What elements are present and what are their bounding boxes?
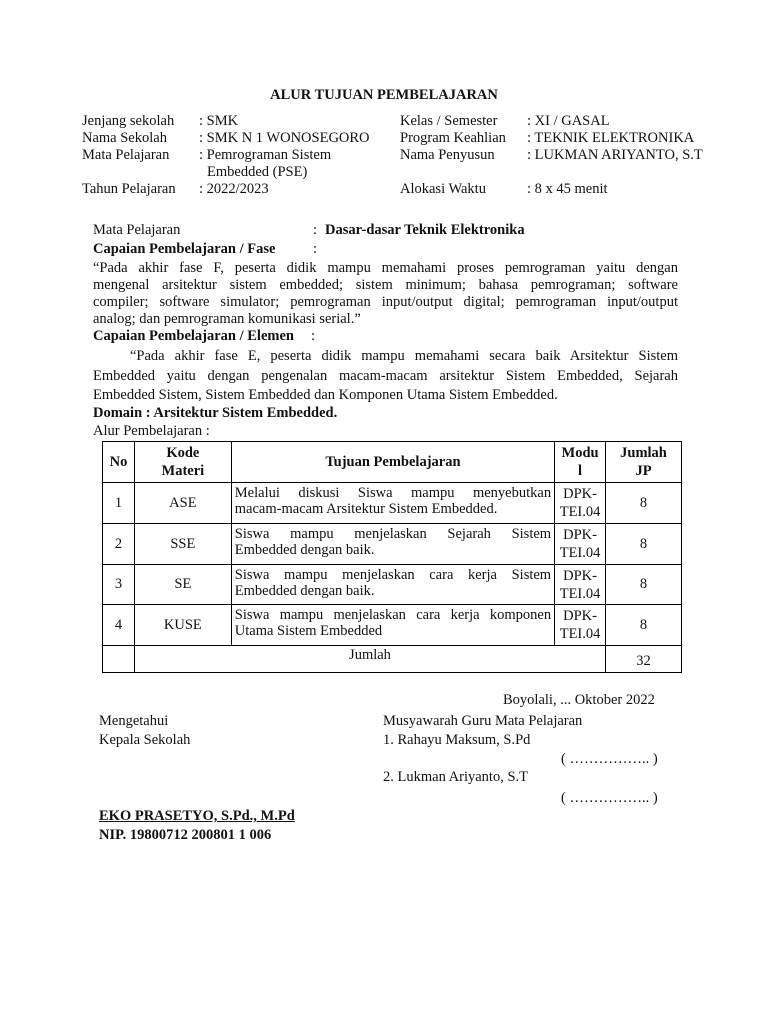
row-no: 1 <box>103 483 135 524</box>
label-nama-sekolah: Nama Sekolah <box>82 130 167 146</box>
value-jenjang: : SMK <box>199 113 239 129</box>
header-left <box>82 113 402 203</box>
table-row <box>103 565 682 605</box>
row-jp: 8 <box>606 605 682 646</box>
row-tujuan <box>231 483 554 524</box>
mengetahui-label: Mengetahui <box>99 713 169 729</box>
cp-fase-line: compiler; software simulator; pemrograman input/output digital; pemrograman input/output <box>93 294 678 310</box>
cp-fase-line: analog; dan pemrograman komunikasi serial.” <box>93 311 361 327</box>
row-jp: 8 <box>606 565 682 605</box>
cp-elemen-label: Capaian Pembelajaran / Elemen <box>93 328 294 344</box>
cp-elemen-line: Embedded Sistem, Sistem Embedded dan Komponen Utama Sistem Embedded. <box>93 387 558 403</box>
total-value: 32 <box>606 646 682 673</box>
header-modul <box>555 442 606 483</box>
header-kode-line1: Kode <box>166 445 200 461</box>
cp-fase-line: “Pada akhir fase F, peserta didik mampu memahami proses pemrograman yaitu dengan <box>93 260 678 276</box>
header-right <box>400 113 720 203</box>
row-modul-line1: DPK- <box>563 608 597 624</box>
row-no: 3 <box>103 565 135 605</box>
header-modul-line2: l <box>578 463 583 479</box>
mgmp-label: Musyawarah Guru Mata Pelajaran <box>383 713 583 729</box>
row-kode: SE <box>134 565 231 605</box>
cp-fase-text <box>93 260 678 328</box>
signer-1-name: 1. Rahayu Maksum, S.Pd <box>383 732 531 748</box>
row-tujuan-line2: Embedded dengan baik. <box>234 542 375 558</box>
cp-fase-label: Capaian Pembelajaran / Fase <box>93 241 276 257</box>
value-program-keahlian: : TEKNIK ELEKTRONIKA <box>527 130 695 146</box>
row-tujuan <box>231 605 554 646</box>
row-modul-line2: TEI.04 <box>559 585 601 602</box>
row-modul-line1: DPK- <box>563 567 597 584</box>
row-tujuan-line2: macam-macam Arsitektur Sistem Embedded. <box>234 501 498 517</box>
header-jp-line2: JP <box>635 463 652 479</box>
row-no: 2 <box>103 524 135 565</box>
value-penyusun: : LUKMAN ARIYANTO, S.T <box>527 147 703 163</box>
row-tujuan <box>231 524 554 565</box>
signer-2-signature: ( …………….. ) <box>561 790 658 806</box>
label-jenjang: Jenjang sekolah <box>82 113 175 129</box>
table-header-row <box>103 442 682 483</box>
mapel-value: Dasar-dasar Teknik Elektronika <box>325 222 525 238</box>
row-kode: SSE <box>134 524 231 565</box>
row-tujuan-line2: Embedded dengan baik. <box>234 583 375 599</box>
value-nama-sekolah: : SMK N 1 WONOSEGORO <box>199 130 370 146</box>
kepala-sekolah-label: Kepala Sekolah <box>99 732 191 748</box>
mapel-colon: : <box>313 222 318 238</box>
row-no: 4 <box>103 605 135 646</box>
label-program-keahlian: Program Keahlian <box>400 130 506 146</box>
header-kode-line2: Materi <box>161 463 205 479</box>
header-jp-line1: Jumlah <box>620 445 667 461</box>
value-mata-pelajaran-cont: Embedded (PSE) <box>207 164 308 180</box>
place-date: Boyolali, ... Oktober 2022 <box>503 692 655 708</box>
cp-elemen-text <box>93 347 678 406</box>
row-kode: ASE <box>134 483 231 524</box>
row-modul <box>555 483 606 524</box>
table-total-row <box>103 646 682 673</box>
header-no: No <box>103 442 135 483</box>
label-penyusun: Nama Penyusun <box>400 147 495 163</box>
row-tujuan-line1: Siswa mampu menjelaskan cara kerja komponen <box>234 607 552 623</box>
label-tahun-pelajaran: Tahun Pelajaran <box>82 181 176 197</box>
label-alokasi-waktu: Alokasi Waktu <box>400 181 486 197</box>
cp-elemen-colon: : <box>311 328 316 344</box>
signer-1-signature: ( …………….. ) <box>561 751 658 767</box>
head-nip: NIP. 19800712 200801 1 006 <box>99 827 272 843</box>
label-mata-pelajaran: Mata Pelajaran <box>82 147 170 163</box>
row-modul <box>555 565 606 605</box>
row-modul-line2: TEI.04 <box>559 626 601 642</box>
row-modul-line1: DPK- <box>563 527 597 543</box>
cp-elemen-line: Embedded yaitu dengan pengenalan macam-macam arsitektur Sistem Embedded, Sejarah <box>93 367 678 384</box>
row-modul-line2: TEI.04 <box>559 545 601 561</box>
value-mata-pelajaran: : Pemrograman Sistem <box>199 147 332 163</box>
document-title: ALUR TUJUAN PEMBELAJARAN <box>270 87 498 103</box>
header-modul-line1: Modu <box>561 445 599 461</box>
row-tujuan-line1: Siswa mampu menjelaskan Sejarah Sistem <box>234 526 552 542</box>
header-kode-materi <box>134 442 231 483</box>
total-label: Jumlah <box>134 646 605 673</box>
domain-heading: Domain : Arsitektur Sistem Embedded. <box>93 405 338 421</box>
header-jumlah-jp <box>606 442 682 483</box>
label-kelas: Kelas / Semester <box>400 113 498 129</box>
row-jp: 8 <box>606 524 682 565</box>
cp-elemen-line: “Pada akhir fase E, peserta didik mampu memahami secara baik Arsitektur Sistem <box>130 348 678 364</box>
value-kelas: : XI / GASAL <box>527 113 610 129</box>
value-alokasi-waktu: : 8 x 45 menit <box>527 181 608 197</box>
table-row <box>103 524 682 565</box>
table-row <box>103 483 682 524</box>
row-modul-line2: TEI.04 <box>559 504 601 520</box>
row-modul <box>555 524 606 565</box>
header-tujuan: Tujuan Pembelajaran <box>231 442 554 483</box>
alur-label: Alur Pembelajaran : <box>93 423 210 439</box>
row-modul <box>555 605 606 646</box>
row-tujuan <box>231 565 554 605</box>
row-tujuan-line1: Siswa mampu menjelaskan cara kerja Sistem <box>234 567 552 583</box>
row-jp: 8 <box>606 483 682 524</box>
total-empty-cell <box>103 646 135 673</box>
row-modul-line1: DPK- <box>563 486 597 502</box>
signer-2-name: 2. Lukman Ariyanto, S.T <box>383 769 528 785</box>
row-kode: KUSE <box>134 605 231 646</box>
tujuan-pembelajaran-table <box>102 441 682 673</box>
table-row <box>103 605 682 646</box>
row-tujuan-line1: Melalui diskusi Siswa mampu menyebutkan <box>234 485 552 501</box>
cp-fase-line: mengenal arsitektur sistem embedded; sistem minimum; bahasa pemrograman; software <box>93 277 678 293</box>
value-tahun-pelajaran: : 2022/2023 <box>199 181 269 197</box>
row-tujuan-line2: Utama Sistem Embedded <box>234 623 383 639</box>
head-name: EKO PRASETYO, S.Pd., M.Pd <box>99 808 295 824</box>
mapel-label: Mata Pelajaran <box>93 222 181 238</box>
cp-fase-colon: : <box>313 241 318 257</box>
